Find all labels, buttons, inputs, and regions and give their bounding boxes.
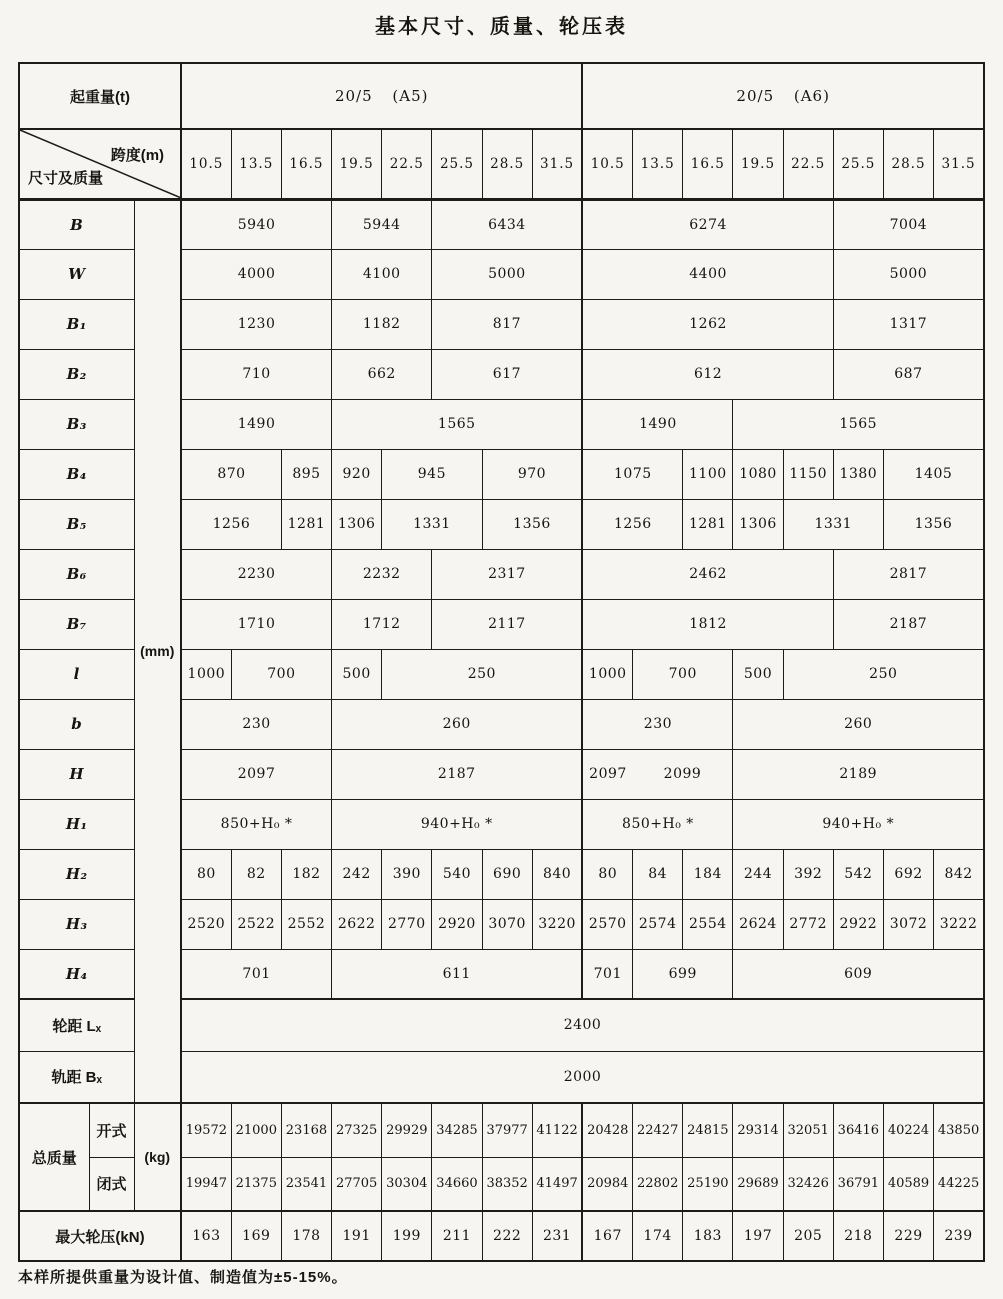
value-cell: 2574 — [633, 899, 683, 949]
value-cell: 183 — [683, 1211, 733, 1261]
value-cell: 842 — [934, 849, 984, 899]
value-cell: 41122 — [532, 1103, 582, 1157]
group-header-a5: 20/5 (A5) — [181, 63, 582, 129]
value-cell: 850+H₀ * — [582, 799, 733, 849]
span-header-cell: 10.5 — [181, 129, 231, 199]
value-cell: 699 — [633, 949, 733, 999]
value-cell: 163 — [181, 1211, 231, 1261]
value-cell: 1281 — [683, 499, 733, 549]
spec-table — [18, 62, 985, 1262]
value-cell: 2772 — [783, 899, 833, 949]
value-cell: 20984 — [582, 1157, 632, 1211]
value-cell: 1100 — [683, 449, 733, 499]
row-label-3: B₂ — [19, 349, 134, 399]
wheel-base-label: 轮距 Lₓ — [19, 999, 134, 1051]
value-cell: 1380 — [833, 449, 883, 499]
value-cell: 2232 — [332, 549, 432, 599]
value-cell: 970 — [482, 449, 582, 499]
value-cell: 34285 — [432, 1103, 482, 1157]
value-cell: 211 — [432, 1211, 482, 1261]
unit-kg: (kg) — [134, 1103, 181, 1211]
value-cell: 22802 — [633, 1157, 683, 1211]
value-cell: 2117 — [432, 599, 583, 649]
value-cell: 21000 — [231, 1103, 281, 1157]
row-label-11: H — [19, 749, 134, 799]
value-cell: 230 — [181, 699, 332, 749]
value-cell: 1306 — [332, 499, 382, 549]
value-cell: 37977 — [482, 1103, 532, 1157]
value-cell: 1405 — [883, 449, 984, 499]
value-cell: 34660 — [432, 1157, 482, 1211]
value-cell: 184 — [683, 849, 733, 899]
value-cell: 260 — [733, 699, 984, 749]
page-title: 基本尺寸、质量、轮压表 — [375, 16, 628, 38]
value-cell: 870 — [181, 449, 281, 499]
row-label-15: H₄ — [19, 949, 134, 999]
value-cell: 2187 — [332, 749, 583, 799]
value-cell: 2570 — [582, 899, 632, 949]
value-cell: 22427 — [633, 1103, 683, 1157]
value-cell: 1812 — [582, 599, 833, 649]
value-cell: 229 — [883, 1211, 933, 1261]
value-cell: 21375 — [231, 1157, 281, 1211]
value-cell: 27705 — [332, 1157, 382, 1211]
value-cell: 218 — [833, 1211, 883, 1261]
row-label-1: W — [19, 249, 134, 299]
value-cell: 2922 — [833, 899, 883, 949]
value-cell: 2520 — [181, 899, 231, 949]
value-cell: 6434 — [432, 199, 583, 249]
row-label-14: H₃ — [19, 899, 134, 949]
value-cell: 2189 — [733, 749, 984, 799]
value-cell: 5944 — [332, 199, 432, 249]
value-cell: 1317 — [833, 299, 984, 349]
value-cell: 2624 — [733, 899, 783, 949]
value-cell: 690 — [482, 849, 532, 899]
value-cell: 2552 — [281, 899, 331, 949]
value-cell: 19572 — [181, 1103, 231, 1157]
value-cell: 80 — [181, 849, 231, 899]
value-cell: 250 — [783, 649, 984, 699]
mass-open-label: 开式 — [89, 1103, 134, 1157]
value-cell: 392 — [783, 849, 833, 899]
value-cell: 260 — [332, 699, 583, 749]
value-cell: 3072 — [883, 899, 933, 949]
value-cell: 840 — [532, 849, 582, 899]
footnote: 本样所提供重量为设计值、制造值为±5-15%。 — [18, 1269, 348, 1286]
row-label-2: B₁ — [19, 299, 134, 349]
value-cell: 2462 — [582, 549, 833, 599]
mass-closed-label: 闭式 — [89, 1157, 134, 1211]
value-cell: 710 — [181, 349, 332, 399]
max-wheel-load-label: 最大轮压(kN) — [19, 1211, 181, 1261]
value-cell: 7004 — [833, 199, 984, 249]
value-cell: 940+H₀ * — [332, 799, 583, 849]
span-header-cell: 13.5 — [633, 129, 683, 199]
row-label-8: B₇ — [19, 599, 134, 649]
value-cell: 250 — [382, 649, 583, 699]
value-cell: 178 — [281, 1211, 331, 1261]
row-label-4: B₃ — [19, 399, 134, 449]
value-cell: 169 — [231, 1211, 281, 1261]
value-cell: 2230 — [181, 549, 332, 599]
span-header-cell: 28.5 — [482, 129, 532, 199]
value-cell: 82 — [231, 849, 281, 899]
value-cell: 2097 — [582, 749, 632, 799]
value-cell: 1080 — [733, 449, 783, 499]
value-cell: 167 — [582, 1211, 632, 1261]
value-cell: 80 — [582, 849, 632, 899]
value-cell: 1256 — [582, 499, 682, 549]
value-cell: 700 — [633, 649, 733, 699]
span-header-cell: 25.5 — [833, 129, 883, 199]
value-cell: 43850 — [934, 1103, 984, 1157]
span-header-cell: 10.5 — [582, 129, 632, 199]
value-cell: 36791 — [833, 1157, 883, 1211]
value-cell: 1565 — [332, 399, 583, 449]
value-cell: 617 — [432, 349, 583, 399]
value-cell: 1182 — [332, 299, 432, 349]
value-cell: 2522 — [231, 899, 281, 949]
value-cell: 2317 — [432, 549, 583, 599]
value-cell: 197 — [733, 1211, 783, 1261]
value-cell: 920 — [332, 449, 382, 499]
value-cell: 1490 — [582, 399, 733, 449]
value-cell: 41497 — [532, 1157, 582, 1211]
value-cell: 1356 — [883, 499, 984, 549]
value-cell: 40224 — [883, 1103, 933, 1157]
value-cell: 6274 — [582, 199, 833, 249]
value-cell: 1710 — [181, 599, 332, 649]
value-cell: 29689 — [733, 1157, 783, 1211]
value-cell: 609 — [733, 949, 984, 999]
value-cell: 542 — [833, 849, 883, 899]
value-cell: 1490 — [181, 399, 332, 449]
value-cell: 242 — [332, 849, 382, 899]
row-label-0: B — [19, 199, 134, 249]
value-cell: 1356 — [482, 499, 582, 549]
value-cell: 945 — [382, 449, 482, 499]
value-cell: 2099 — [633, 749, 733, 799]
value-cell: 23168 — [281, 1103, 331, 1157]
value-cell: 500 — [733, 649, 783, 699]
row-label-10: b — [19, 699, 134, 749]
total-mass-label: 总质量 — [19, 1103, 89, 1211]
value-cell: 3070 — [482, 899, 532, 949]
span-dims-header — [19, 129, 181, 199]
value-cell: 701 — [181, 949, 332, 999]
value-cell: 199 — [382, 1211, 432, 1261]
group-header-a6: 20/5 (A6) — [582, 63, 984, 129]
value-cell: 700 — [231, 649, 331, 699]
value-cell: 29929 — [382, 1103, 432, 1157]
value-cell: 23541 — [281, 1157, 331, 1211]
value-cell: 222 — [482, 1211, 532, 1261]
span-header-cell: 19.5 — [332, 129, 382, 199]
value-cell: 4400 — [582, 249, 833, 299]
value-cell: 1075 — [582, 449, 682, 499]
value-cell: 30304 — [382, 1157, 432, 1211]
row-label-13: H₂ — [19, 849, 134, 899]
value-cell: 500 — [332, 649, 382, 699]
row-label-7: B₆ — [19, 549, 134, 599]
value-cell: 940+H₀ * — [733, 799, 984, 849]
row-label-12: H₁ — [19, 799, 134, 849]
value-cell: 205 — [783, 1211, 833, 1261]
value-cell: 84 — [633, 849, 683, 899]
value-cell: 4000 — [181, 249, 332, 299]
value-cell: 24815 — [683, 1103, 733, 1157]
value-cell: 692 — [883, 849, 933, 899]
value-cell: 701 — [582, 949, 632, 999]
value-cell: 182 — [281, 849, 331, 899]
value-cell: 390 — [382, 849, 432, 899]
value-cell: 44225 — [934, 1157, 984, 1211]
value-cell: 2554 — [683, 899, 733, 949]
value-cell: 895 — [281, 449, 331, 499]
value-cell: 540 — [432, 849, 482, 899]
span-header-cell: 22.5 — [382, 129, 432, 199]
span-header-cell: 13.5 — [231, 129, 281, 199]
span-header-cell: 25.5 — [432, 129, 482, 199]
span-header-cell: 28.5 — [883, 129, 933, 199]
value-cell: 230 — [582, 699, 733, 749]
value-cell: 5000 — [833, 249, 984, 299]
value-cell: 191 — [332, 1211, 382, 1261]
value-cell: 25190 — [683, 1157, 733, 1211]
value-cell: 1281 — [281, 499, 331, 549]
dims-label: 尺寸及质量 — [28, 169, 104, 187]
value-cell: 1230 — [181, 299, 332, 349]
value-cell: 3220 — [532, 899, 582, 949]
value-cell: 1000 — [582, 649, 632, 699]
value-cell: 20428 — [582, 1103, 632, 1157]
value-cell: 1331 — [783, 499, 883, 549]
value-cell: 1306 — [733, 499, 783, 549]
value-cell: 19947 — [181, 1157, 231, 1211]
capacity-label: 起重量(t) — [19, 63, 181, 129]
value-cell: 2097 — [181, 749, 332, 799]
value-cell: 38352 — [482, 1157, 532, 1211]
rail-gauge-label: 轨距 Bₓ — [19, 1051, 134, 1103]
value-cell: 5940 — [181, 199, 332, 249]
value-cell: 2187 — [833, 599, 984, 649]
value-cell: 1262 — [582, 299, 833, 349]
value-cell: 3222 — [934, 899, 984, 949]
value-cell: 1150 — [783, 449, 833, 499]
rail-gauge-value: 2000 — [181, 1051, 984, 1103]
value-cell: 1712 — [332, 599, 432, 649]
span-header-cell: 31.5 — [532, 129, 582, 199]
value-cell: 611 — [332, 949, 583, 999]
row-label-5: B₄ — [19, 449, 134, 499]
unit-mm: (mm) — [134, 199, 181, 1103]
value-cell: 4100 — [332, 249, 432, 299]
value-cell: 239 — [934, 1211, 984, 1261]
value-cell: 2920 — [432, 899, 482, 949]
value-cell: 29314 — [733, 1103, 783, 1157]
value-cell: 32051 — [783, 1103, 833, 1157]
value-cell: 174 — [633, 1211, 683, 1261]
value-cell: 244 — [733, 849, 783, 899]
value-cell: 32426 — [783, 1157, 833, 1211]
value-cell: 40589 — [883, 1157, 933, 1211]
value-cell: 36416 — [833, 1103, 883, 1157]
span-header-cell: 31.5 — [934, 129, 984, 199]
row-label-9: l — [19, 649, 134, 699]
value-cell: 2817 — [833, 549, 984, 599]
value-cell: 612 — [582, 349, 833, 399]
value-cell: 2622 — [332, 899, 382, 949]
value-cell: 1565 — [733, 399, 984, 449]
row-label-6: B₅ — [19, 499, 134, 549]
value-cell: 1256 — [181, 499, 281, 549]
span-label: 跨度(m) — [110, 147, 165, 164]
value-cell: 27325 — [332, 1103, 382, 1157]
value-cell: 687 — [833, 349, 984, 399]
span-header-cell: 22.5 — [783, 129, 833, 199]
value-cell: 1000 — [181, 649, 231, 699]
value-cell: 850+H₀ * — [181, 799, 332, 849]
span-header-cell: 19.5 — [733, 129, 783, 199]
wheel-base-value: 2400 — [181, 999, 984, 1051]
span-header-cell: 16.5 — [683, 129, 733, 199]
span-header-cell: 16.5 — [281, 129, 331, 199]
value-cell: 5000 — [432, 249, 583, 299]
value-cell: 231 — [532, 1211, 582, 1261]
value-cell: 2770 — [382, 899, 432, 949]
value-cell: 662 — [332, 349, 432, 399]
value-cell: 817 — [432, 299, 583, 349]
value-cell: 1331 — [382, 499, 482, 549]
